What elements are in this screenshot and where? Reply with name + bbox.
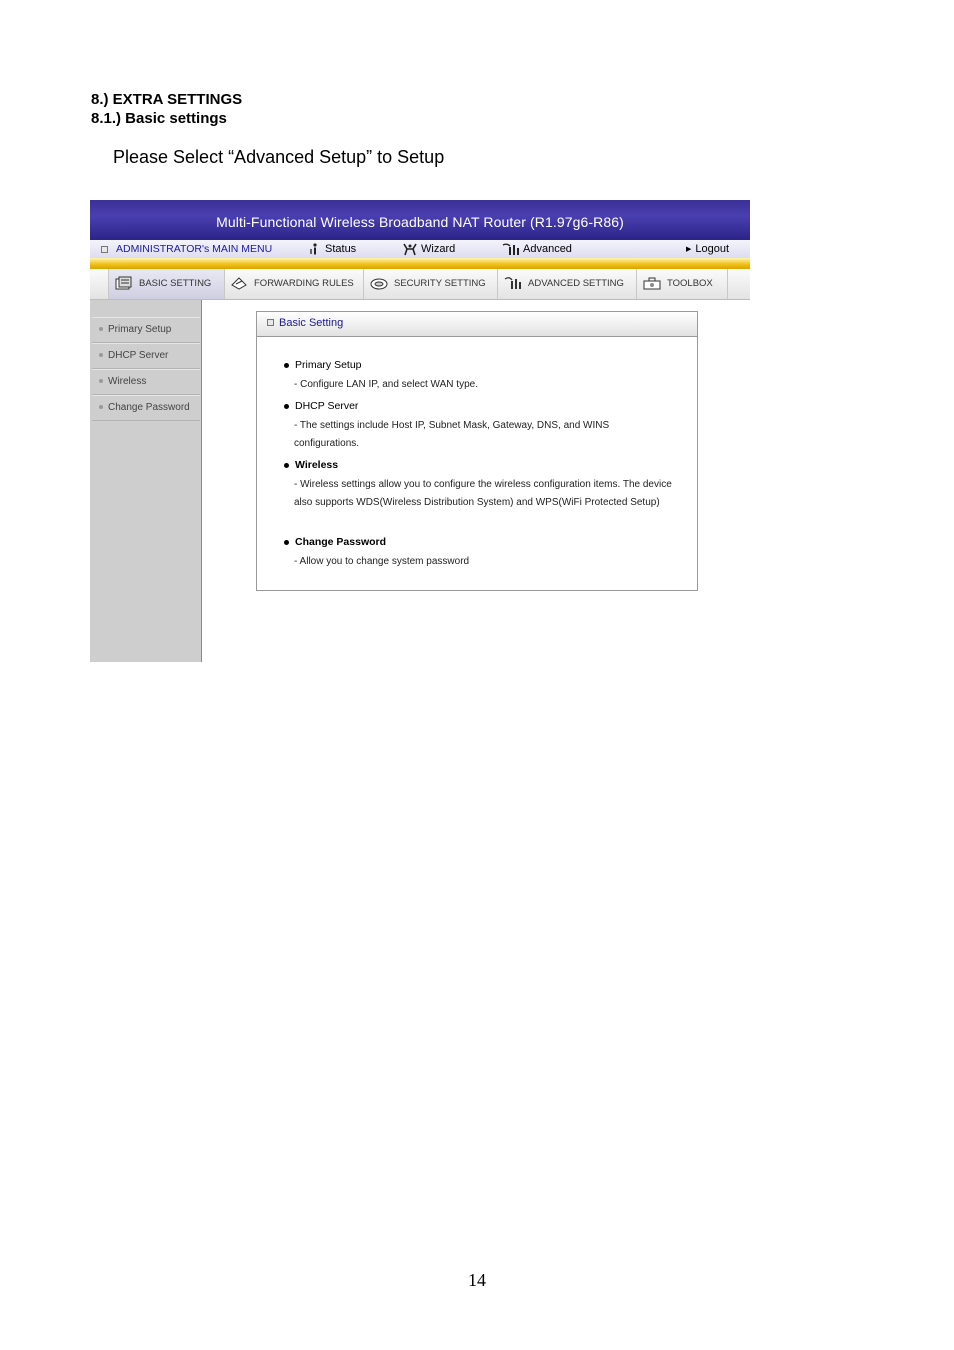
entry-change-password bbox=[284, 536, 684, 571]
sidebar-item-change-password[interactable]: Change Password bbox=[92, 395, 200, 421]
entry-description: - The settings include Host IP, Subnet Mask, Gateway, DNS, and WINS configurations. bbox=[294, 420, 610, 450]
sidebar-item-dhcp-server[interactable]: DHCP Server bbox=[92, 343, 200, 369]
bullet-icon bbox=[99, 327, 103, 331]
entry-title[interactable]: Change Password bbox=[295, 536, 387, 549]
bullet-icon bbox=[99, 379, 103, 383]
triangle-right-icon: ▶ bbox=[686, 245, 692, 253]
title-bar bbox=[90, 200, 750, 240]
panel-header bbox=[257, 312, 697, 337]
wizard-link[interactable]: Wizard bbox=[402, 240, 455, 258]
bullet-icon bbox=[284, 363, 289, 368]
entry-dhcp-server bbox=[284, 400, 684, 453]
entry-description: - Configure LAN IP, and select WAN type. bbox=[294, 379, 478, 391]
tab-forwarding-rules[interactable]: FORWARDING RULES bbox=[224, 269, 364, 299]
instruction-text: Please Select “Advanced Setup” to Setup bbox=[113, 147, 445, 167]
tab-bar bbox=[90, 269, 750, 300]
basic-setting-panel bbox=[256, 311, 698, 591]
bullet-icon bbox=[284, 463, 289, 468]
advanced-setting-icon bbox=[504, 276, 522, 290]
entry-title[interactable]: Wireless bbox=[295, 459, 339, 472]
router-title: Multi-Functional Wireless Broadband NAT Router (R1.97g6-R86) bbox=[216, 214, 624, 230]
sidebar bbox=[90, 300, 202, 662]
router-ui-screenshot bbox=[90, 200, 750, 662]
entry-wireless bbox=[284, 459, 684, 512]
sidebar-item-primary-setup[interactable]: Primary Setup bbox=[92, 317, 200, 343]
forwarding-icon bbox=[230, 276, 248, 290]
square-icon bbox=[101, 246, 108, 253]
tab-basic-setting[interactable]: BASIC SETTING bbox=[108, 269, 225, 299]
accent-bar bbox=[90, 258, 750, 269]
entry-title[interactable]: Primary Setup bbox=[295, 359, 362, 372]
bullet-icon bbox=[284, 404, 289, 409]
entry-description: - Allow you to change system password bbox=[294, 556, 470, 568]
toolbox-icon bbox=[643, 276, 661, 290]
doc-subheading: 8.1.) Basic settings bbox=[91, 110, 227, 127]
square-icon bbox=[267, 319, 274, 326]
admin-main-menu-link[interactable]: ADMINISTRATOR's MAIN MENU bbox=[101, 240, 272, 258]
security-icon bbox=[370, 276, 388, 290]
entry-primary-setup bbox=[284, 359, 684, 394]
advanced-link[interactable]: Advanced bbox=[502, 240, 572, 258]
panel-title: Basic Setting bbox=[279, 317, 344, 329]
advanced-icon bbox=[502, 243, 520, 256]
bullet-icon bbox=[99, 353, 103, 357]
entry-title[interactable]: DHCP Server bbox=[295, 400, 359, 413]
doc-heading: 8.) EXTRA SETTINGS bbox=[91, 91, 243, 108]
main-menu-bar bbox=[90, 240, 750, 259]
entry-description: - Wireless settings allow you to configure the wireless configuration items. The device also supports WDS(Wireless Distribution System) and WPS(WiFi Protected Setup) bbox=[294, 479, 672, 509]
status-link[interactable]: Status bbox=[308, 240, 356, 258]
bullet-icon bbox=[99, 405, 103, 409]
tab-toolbox[interactable]: TOOLBOX bbox=[637, 269, 728, 299]
tab-security-setting[interactable]: SECURITY SETTING bbox=[364, 269, 498, 299]
page-number: 14 bbox=[468, 1270, 486, 1290]
status-icon bbox=[308, 243, 322, 256]
folder-icon bbox=[115, 276, 133, 290]
sidebar-item-wireless[interactable]: Wireless bbox=[92, 369, 200, 395]
wizard-icon bbox=[402, 243, 418, 256]
logout-link[interactable]: ▶ Logout bbox=[686, 243, 730, 255]
tab-advanced-setting[interactable]: ADVANCED SETTING bbox=[498, 269, 637, 299]
bullet-icon bbox=[284, 540, 289, 545]
